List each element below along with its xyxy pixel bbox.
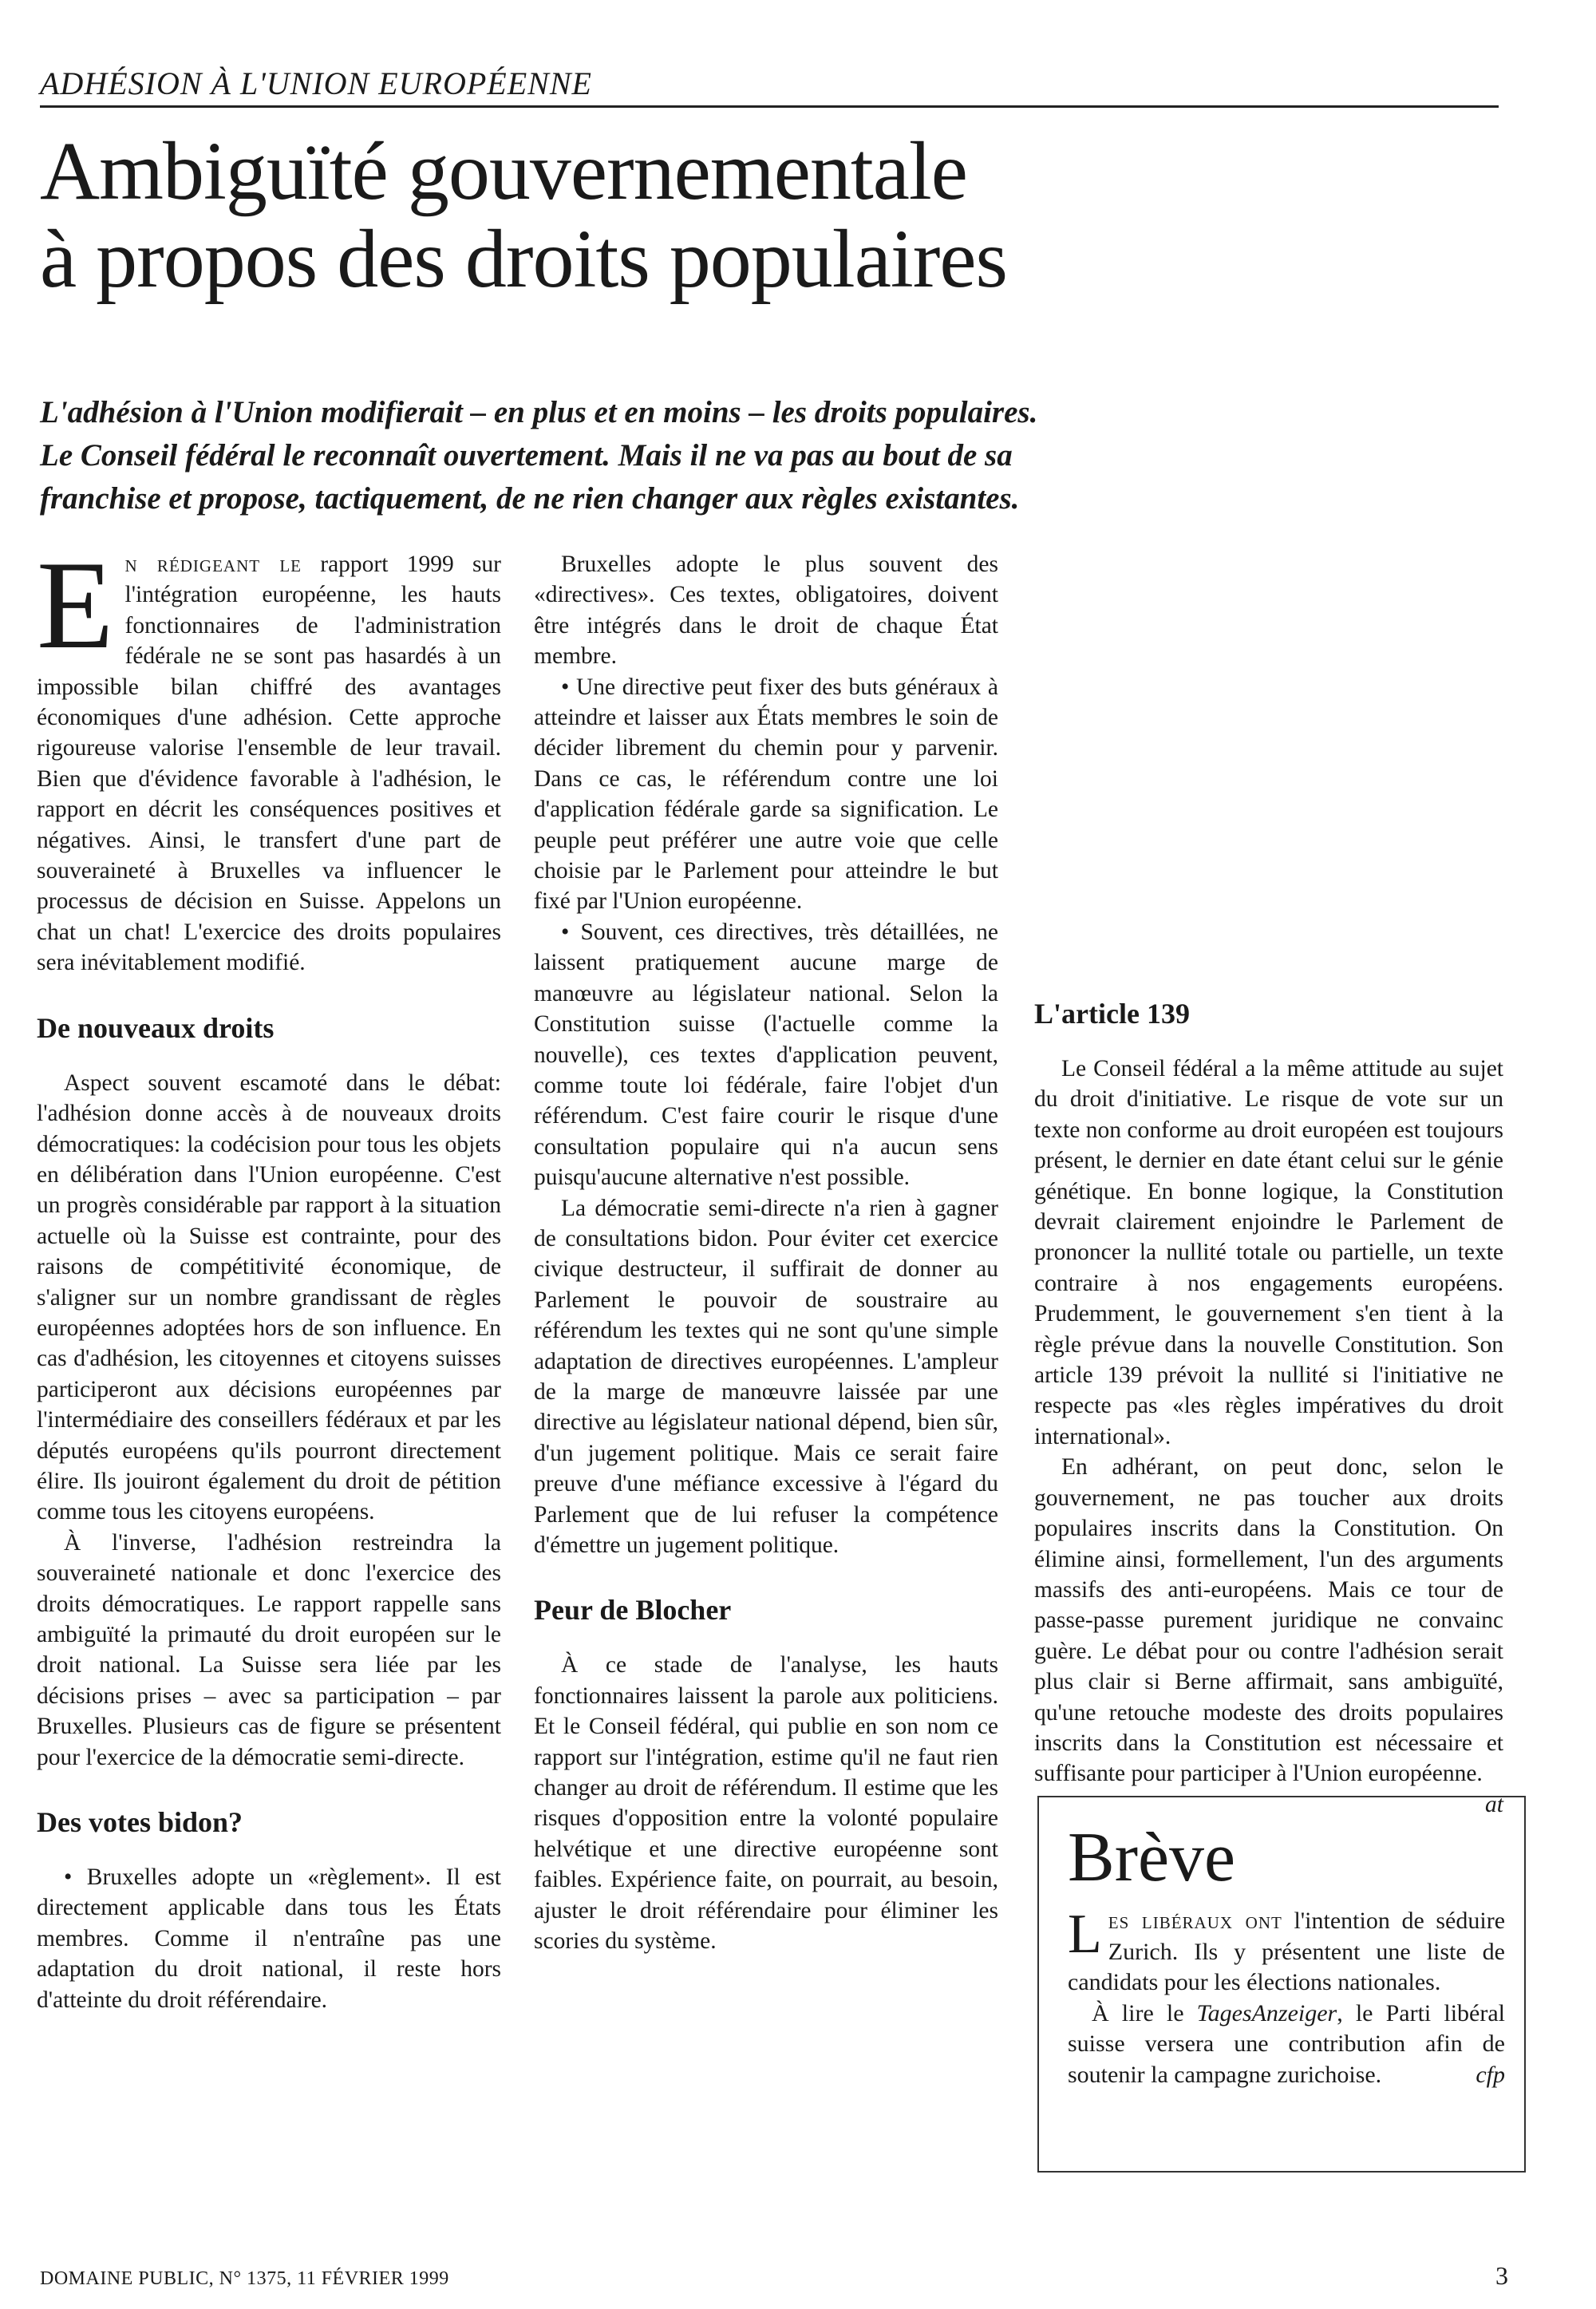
paragraph: [1034, 1452, 1503, 1817]
lead-paragraph: [40, 391, 1492, 520]
breve-signature: cfp: [1476, 2061, 1505, 2088]
page-number: 3: [1495, 2261, 1508, 2290]
paragraph: Le Conseil fédéral a la même attitude au sujet du droit d'initiative. Le risque de vote sur un texte non conforme au droit européen est toujours présent, le dernier en date étant celui sur le génie génétique. En bonne logique, la Constitution devrait clairement enjoindre le Parlement de prononcer la nullité totale ou partielle, un texte contraire à nos engagements européens. Prudemment, le gouvernement s'en tient à la règle prévue dans la nouvelle Constitution. Son article 139 prévoit la nullité si l'initiative ne respecte pas «les règles impératives du droit international».: [1034, 1056, 1503, 1449]
intro-smallcaps: n rédigeant le: [124, 552, 302, 577]
footer: [40, 2261, 1508, 2291]
paragraph: Aspect souvent escamoté dans le débat: l'adhésion donne accès à de nouveaux droits démocratiques: la codécision pour tous les objets en délibération dans l'Union européenne. C'est un progrès considérable par rapport à la situation actuelle où la Suisse est contrainte, pour des raisons de compétitivité économique, de s'aligner sur un nombre grandissant de règles européennes adoptées hors de son influence. En cas d'adhésion, les citoyennes et citoyens suisses participeront aux décisions européennes par l'intermédiaire des conseillers fédéraux et par les députés européens qu'ils pourront directement élire. Ils jouiront également du droit de pétition comme tous les citoyens européens.: [37, 1069, 501, 1525]
intro-dropcap: E: [37, 536, 114, 675]
column-1: [37, 536, 502, 2015]
paragraph: Bruxelles adopte le plus souvent des «directives». Ces textes, obligatoires, doivent être intégrés dans le droit de chaque État membre.: [534, 552, 998, 670]
lead-line-3: franchise et propose, tactiquement, de ne rien changer aux règles existantes.: [40, 481, 1020, 516]
breve-box: [1037, 1796, 1526, 2173]
subhead-nouveaux-droits: De nouveaux droits: [37, 1011, 275, 1044]
footer-publication: DOMAINE PUBLIC, N° 1375, 11 FÉVRIER 1999: [40, 2268, 449, 2289]
breve-title: Brève: [1068, 1819, 1236, 1896]
paragraph: À ce stade de l'analyse, les hauts fonctionnaires laissent la parole aux politiciens. Et le Conseil fédéral, qui publie en son nom ce rapport sur l'intégration, estime qu'il ne faut rien changer au droit de référendum. Il estime que les risques d'opposition entre la volonté populaire helvétique et une directive européenne sont faibles. Expérience faite, on pourrait, au besoin, ajuster le droit référendaire pour éliminer les scories du système.: [534, 1652, 998, 1955]
subhead-peur-de-blocher: Peur de Blocher: [534, 1594, 732, 1627]
paragraph: À l'inverse, l'adhésion restreindra la souveraineté nationale et donc l'exercice des droits démocratiques. Le rapport rappelle sans ambiguïté la primauté du droit européen sur le droit national. La Suisse sera liée par les décisions prises – avec sa participation – par Bruxelles. Plusieurs cas de figure se présentent pour l'exercice de la démocratie semi-directe.: [37, 1529, 501, 1770]
column-2: [534, 549, 998, 1956]
headline-line-1: Ambiguïté gouvernementale: [40, 125, 967, 217]
paragraph: • Souvent, ces directives, très détaillées, ne laissent pratiquement aucune marge de manœuvre au législateur national. Selon la Constitution suisse (l'actuelle comme la nouvelle), ces textes d'application peuvent, comme toute loi fédérale, faire l'objet d'un référendum. C'est faire courir le risque d'une consultation populaire qui n'a aucun sens puisqu'aucune alternative n'est possible.: [534, 919, 998, 1191]
breve-text-2b: , le Parti libéral suisse versera une contribution afin de soutenir la campagne zurichoise.: [1068, 1999, 1506, 2088]
subhead-votes-bidon: Des votes bidon?: [37, 1806, 243, 1839]
paragraph: • Bruxelles adopte un «règlement». Il est directement applicable dans tous les États membres. Comme il n'entraîne pas une adaptation du droit national, il reste hors d'atteinte du droit référendaire.: [37, 1864, 501, 2013]
breve-paragraph-1: [1068, 1906, 1505, 1999]
paragraph: • Une directive peut fixer des buts généraux à atteindre et laisser aux États membres le soin de décider librement du chemin pour y parvenir. Dans ce cas, le référendum contre une loi d'application fédérale garde sa signification. Le peuple peut préférer une autre voie que celle choisie par le Parlement pour atteindre le but fixé par l'Union européenne.: [534, 674, 998, 915]
lead-line-1: L'adhésion à l'Union modifierait – en plus et en moins – les droits populaires.: [40, 395, 1038, 429]
subhead-article-139: L'article 139: [1034, 998, 1190, 1030]
section-rubric: ADHÉSION À L'UNION EUROPÉENNE: [40, 65, 1499, 108]
lead-line-2: Le Conseil fédéral le reconnaît ouvertement. Mais il ne va pas au bout de sa: [40, 438, 1013, 472]
breve-dropcap: L: [1068, 1904, 1102, 1965]
headline: [40, 125, 1476, 305]
paragraph: La démocratie semi-directe n'a rien à gagner de consultations bidon. Pour éviter cet exercice civique destructeur, il suffirait de donner au Parlement le pouvoir de soustraire au référendum les textes qui ne sont qu'une simple adaptation de directives européennes. L'ampleur de la marge de manœuvre laissée par une directive au législateur national dépend, bien sûr, d'un jugement politique. Mais ce serait faire preuve d'une méfiance excessive à l'égard du Parlement que de lui refuser la compétence d'émettre un jugement politique.: [534, 1195, 998, 1558]
intro-text: rapport 1999 sur l'intégration européenne, les hauts fonctionnaires de l'administration fédérale ne se sont pas hasardés à un impossible bilan chiffré des avantages économiques d'une adhésion. Cette approche rigoureuse valorise l'ensemble de leur travail. Bien que d'évidence favorable à l'adhésion, le rapport en décrit les conséquences positives et négatives. Ainsi, le transfert d'une part de souveraineté à Bruxelles va influencer le processus de décision en Suisse. Appelons un chat un chat! L'exercice des droits populaires sera inévitablement modifié.: [37, 552, 502, 976]
breve-text-2a: À lire le: [1092, 1999, 1197, 2026]
breve-body: [1068, 1906, 1505, 2090]
breve-smallcaps: es libéraux ont: [1108, 1908, 1282, 1934]
paragraph-text: En adhérant, on peut donc, selon le gouvernement, ne pas toucher aux droits populaires inscrits dans la Constitution. On élimine ainsi, formellement, l'un des arguments massifs des anti-européens. Mais ce tour de passe-passe purement juridique ne convainc guère. Le débat pour ou contre l'adhésion serait plus clair si Berne affirmait, sans ambiguïté, qu'une retouche modeste des droits populaires inscrits dans la Constitution est nécessaire et suffisante pour participer à l'Union européenne.: [1034, 1454, 1503, 1787]
column-3: [1034, 998, 1503, 1820]
breve-paragraph-2: [1068, 1999, 1505, 2091]
breve-newspaper-name: TagesAnzeiger: [1196, 1999, 1337, 2026]
author-signature: at: [1485, 1791, 1503, 1817]
breve-text-1: l'intention de séduire Zurich. Ils y présentent une liste de candidats pour les élections nationales.: [1068, 1908, 1506, 1995]
intro-paragraph: [37, 536, 502, 979]
headline-line-2: à propos des droits populaires: [40, 213, 1008, 305]
